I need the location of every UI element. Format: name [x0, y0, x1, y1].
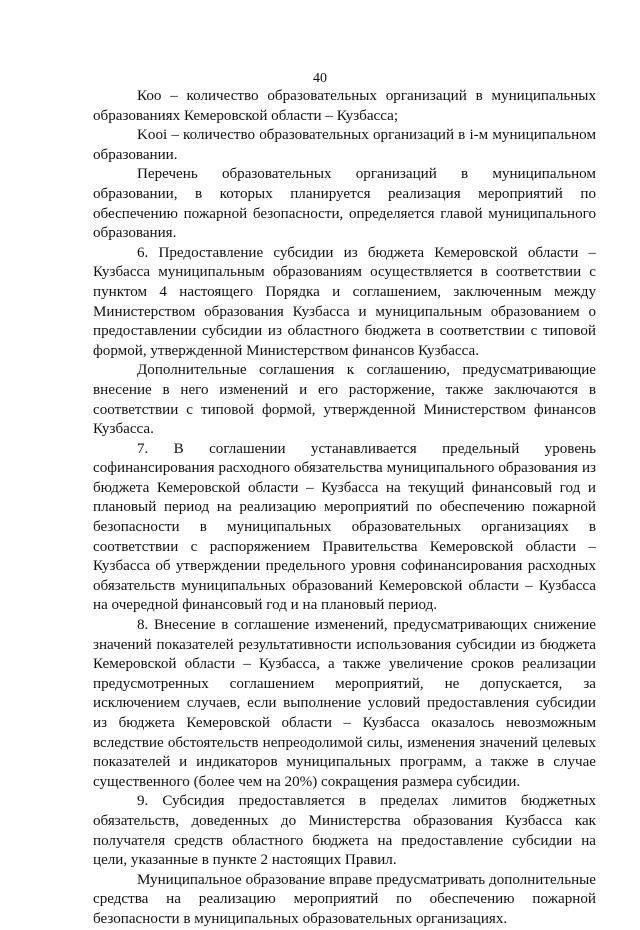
paragraph-item-8: 8. Внесение в соглашение изменений, предусматривающих снижение значений показателей результативности использования субсидии из бюджета Кемеровской области – Кузбасса, а также увеличение сроков реализации предусмотренных соглашением мероприятий, не допускается, за исключением случаев, если выполнение условий предоставления субсидии из бюджета Кемеровской области – Кузбасса оказалось невозможным вследствие обстоятельств непреодолимой силы, изменения значений целевых показателей и индикаторов муниципальных программ, а также в случае существенного (более чем на 20%) сокращения размера субсидии.	[93, 617, 596, 790]
document-body	[93, 87, 596, 930]
page-number: 40	[313, 71, 327, 86]
paragraph-koo-definition: Коо – количество образовательных организаций в муниципальных образованиях Кемеровской области – Кузбасса;	[93, 88, 596, 124]
paragraph-municipal-funds: Муниципальное образование вправе предусматривать дополнительные средства на реализацию мероприятий по обеспечению пожарной безопасности в муниципальных образовательных организациях.	[93, 871, 596, 927]
paragraph-item-7: 7. В соглашении устанавливается предельный уровень софинансирования расходного обязательства муниципального образования из бюджета Кемеровской области – Кузбасса на текущий финансовый год и плановый период на реализацию мероприятий по обеспечению пожарной безопасности в муниципальных образовательных организациях в соответствии с распоряжением Правительства Кемеровской области – Кузбасса об утверждении предельного уровня софинансирования расходных обязательств муниципальных образований Кемеровской области – Кузбасса на очередной финансовый год и на плановый период.	[93, 440, 596, 614]
paragraph-organization-list: Перечень образовательных организаций в муниципальном образовании, в которых планируется реализация мероприятий по обеспечению пожарной безопасности, определяется главой муниципального образования.	[93, 166, 596, 242]
paragraph-item-9: 9. Субсидия предоставляется в пределах лимитов бюджетных обязательств, доведенных до Министерства образования Кузбасса как получателя средств областного бюджета на предоставление субсидии на цели, указанные в пункте 2 настоящих Правил.	[93, 793, 596, 869]
paragraph-item-6: 6. Предоставление субсидии из бюджета Кемеровской области – Кузбасса муниципальным образованиям осуществляется в соответствии с пунктом 4 настоящего Порядка и соглашением, заключенным между Министерством образования Кузбасса и муниципальным образованием о предоставлении субсидии из областного бюджета в соответствии с типовой формой, утвержденной Министерством финансов Кузбасса.	[93, 244, 596, 359]
paragraph-kooi-definition: Kooi – количество образовательных организаций в i-м муниципальном образовании.	[93, 127, 596, 163]
paragraph-additional-agreements: Дополнительные соглашения к соглашению, предусматривающие внесение в него изменений и его расторжение, также заключаются в соответствии с типовой формой, утвержденной Министерством финансов Кузбасса.	[93, 362, 596, 438]
